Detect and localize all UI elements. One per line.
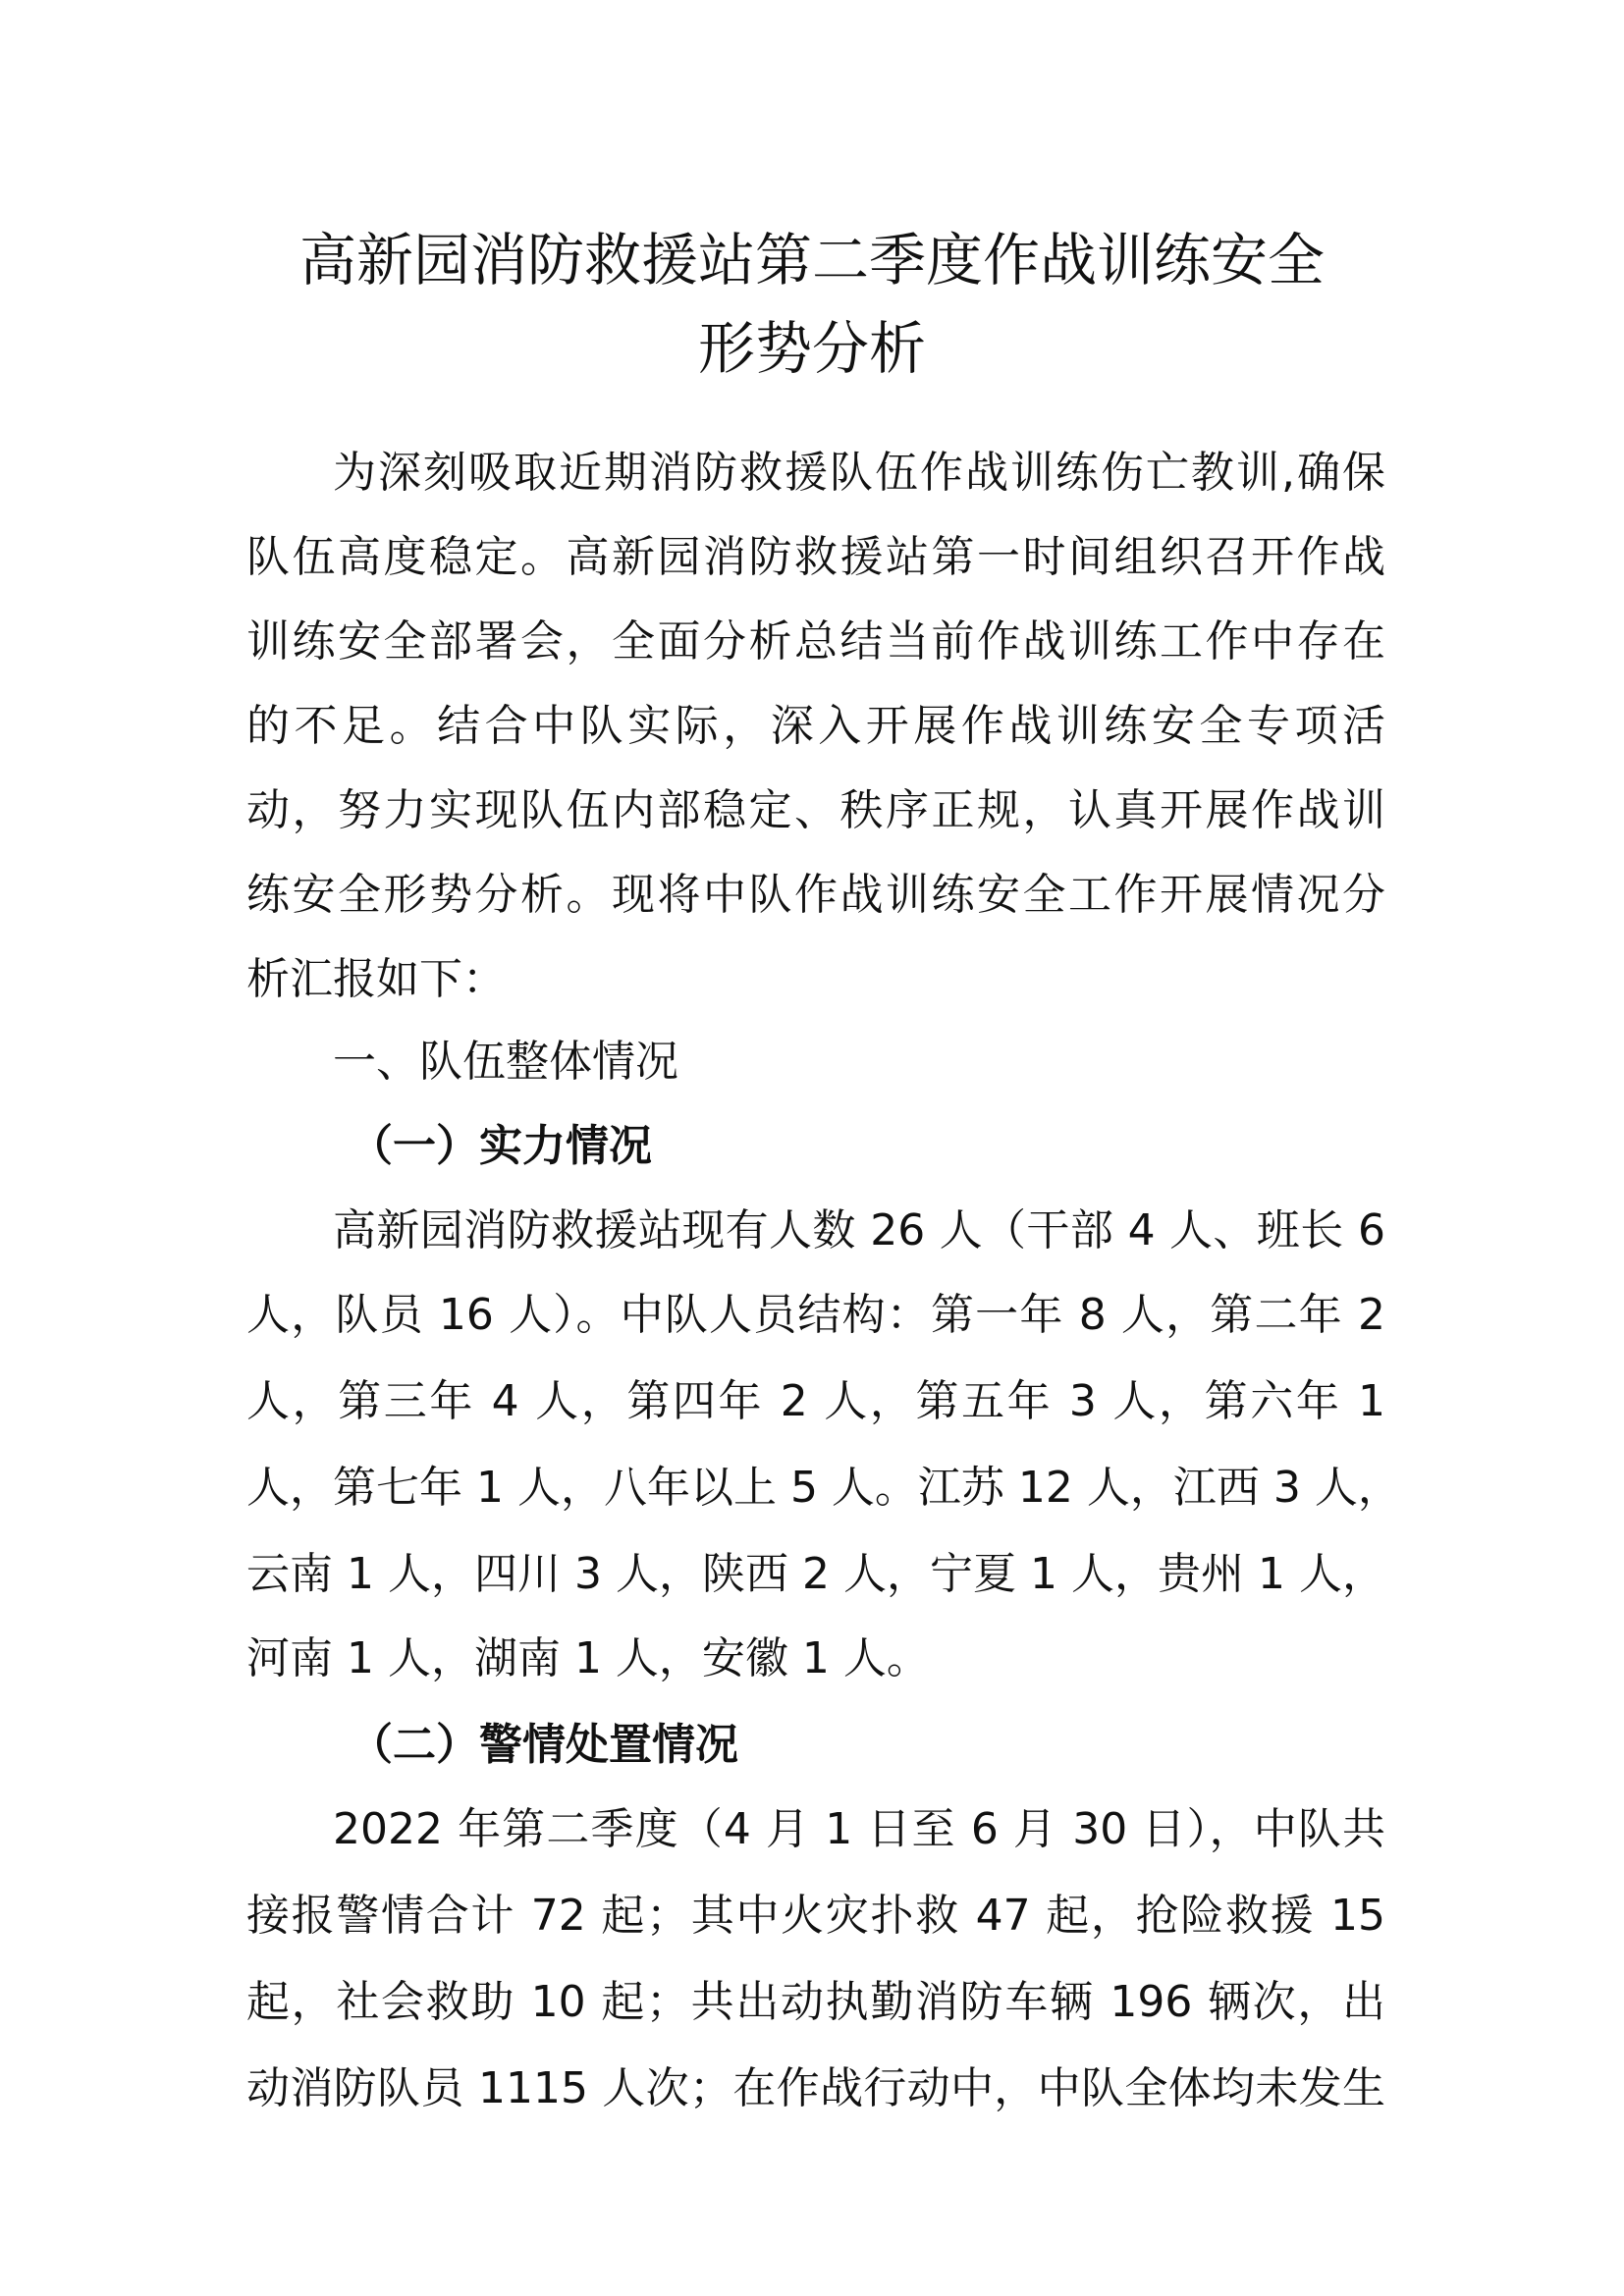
document-title-line-2: 形势分析 (697, 315, 926, 382)
intro-line: 的不足。结合中队实际，深入开展作战训练安全专项活 (246, 701, 1385, 751)
body-line: 人，第七年 1 人，八年以上 5 人。江苏 12 人，江西 3 人， (246, 1463, 1401, 1513)
intro-line: 动，努力实现队伍内部稳定、秩序正规，认真开展作战训 (246, 785, 1385, 835)
body-line: 高新园消防救援站现有人数 26 人（干部 4 人、班长 6 (333, 1205, 1385, 1255)
subsection-heading-1: （一）实力情况 (350, 1121, 652, 1171)
intro-line: 为深刻吸取近期消防救援队伍作战训练伤亡教训,确保 (333, 448, 1385, 498)
intro-line: 练安全形势分析。现将中队作战训练安全工作开展情况分 (246, 870, 1385, 920)
intro-line: 训练安全部署会，全面分析总结当前作战训练工作中存在 (246, 616, 1385, 667)
body-line: 人，队员 16 人）。中队人员结构：第一年 8 人，第二年 2 (246, 1290, 1385, 1340)
body-line: 动消防队员 1115 人次；在作战行动中，中队全体均未发生 (246, 2063, 1385, 2113)
body-line: 2022 年第二季度（4 月 1 日至 6 月 30 日），中队共 (333, 1804, 1385, 1854)
body-line: 人，第三年 4 人，第四年 2 人，第五年 3 人，第六年 1 (246, 1376, 1385, 1426)
intro-line: 队伍高度稳定。高新园消防救援站第一时间组织召开作战 (246, 532, 1385, 582)
body-line: 河南 1 人，湖南 1 人，安徽 1 人。 (246, 1633, 930, 1683)
document-title-line-1: 高新园消防救援站第二季度作战训练安全 (298, 227, 1325, 294)
subsection-heading-2: （二）警情处置情况 (350, 1720, 738, 1770)
body-line: 起，社会救助 10 起；共出动执勤消防车辆 196 辆次，出 (246, 1977, 1385, 2027)
body-line: 云南 1 人，四川 3 人，陕西 2 人，宁夏 1 人，贵州 1 人， (246, 1549, 1385, 1599)
body-line: 接报警情合计 72 起；其中火灾扑救 47 起，抢险救援 15 (246, 1891, 1385, 1941)
intro-line: 析汇报如下： (246, 954, 506, 1004)
section-heading-1: 一、队伍整体情况 (333, 1037, 678, 1087)
